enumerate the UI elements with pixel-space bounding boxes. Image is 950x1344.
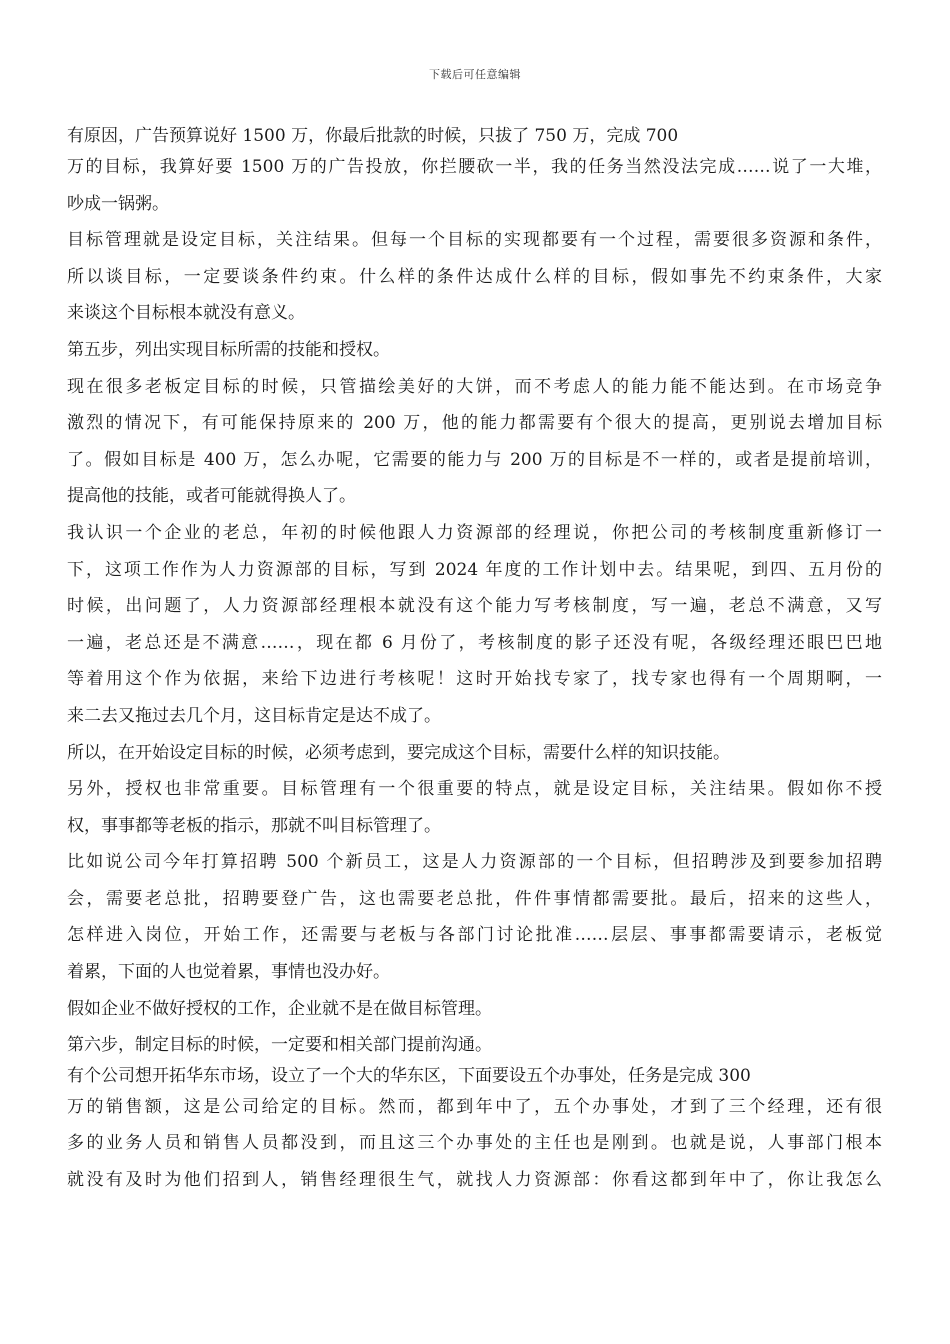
text-line: 假如企业不做好授权的工作，企业就不是在做目标管理。 [67, 998, 492, 1019]
text-line: 现在很多老板定目标的时候，只管描绘美好的大饼，而不考虑人的能力能不能达到。在市场竞争 [67, 376, 882, 397]
text-line: 第五步，列出实现目标所需的技能和授权。 [67, 339, 390, 360]
text-line: 等着用这个作为依据，来给下边进行考核呢！这时开始找专家了，找专家也得有一个周期啊，一 [67, 669, 882, 690]
text-line: 有原因，广告预算说好 1500 万，你最后批款的时候，只拔了 750 万，完成 700 [67, 126, 679, 146]
text-line: 目标管理就是设定目标，关注结果。但每一个目标的实现都要有一个过程，需要很多资源和条件， [67, 230, 882, 251]
text-line: 来二去又拖过去几个月，这目标肯定是达不成了。 [67, 705, 441, 726]
text-line: 权，事事都等老板的指示，那就不叫目标管理了。 [67, 815, 441, 836]
text-line: 一遍，老总还是不满意……，现在都 6 月份了，考核制度的影子还没有呢，各级经理还眼巴巴地 [67, 632, 882, 653]
text-line: 时候，出问题了，人力资源部经理根本就没有这个能力写考核制度，写一遍，老总不满意，又写 [67, 596, 882, 617]
text-line: 怎样进入岗位，开始工作，还需要与老板与各部门讨论批准……层层、事事都需要请示，老板觉 [67, 925, 882, 946]
text-line: 了。假如目标是 400 万，怎么办呢，它需要的能力与 200 万的目标是不一样的，或者是提前培训， [67, 449, 882, 470]
document-body [67, 124, 882, 1199]
text-line: 就没有及时为他们招到人，销售经理很生气，就找人力资源部：你看这都到年中了，你让我怎么 [67, 1170, 882, 1191]
text-line: 我认识一个企业的老总，年初的时候他跟人力资源部的经理说，你把公司的考核制度重新修订一 [67, 522, 882, 543]
text-line: 另外，授权也非常重要。目标管理有一个很重要的特点，就是设定目标，关注结果。假如你不授 [67, 779, 882, 800]
text-line: 万的目标，我算好要 1500 万的广告投放，你拦腰砍一半，我的任务当然没法完成……说了一大堆， [67, 157, 882, 177]
text-line: 激烈的情况下，有可能保持原来的 200 万，他的能力都需要有个很大的提高，更别说去增加目标 [67, 413, 882, 434]
text-line: 会，需要老总批，招聘要登广告，这也需要老总批，件件事情都需要批。最后，招来的这些人， [67, 888, 882, 909]
text-line: 着累，下面的人也觉着累，事情也没办好。 [67, 962, 390, 983]
text-line: 吵成一锅粥。 [67, 193, 169, 214]
text-line: 多的业务人员和销售人员都没到，而且这三个办事处的主任也是刚到。也就是说，人事部门根本 [67, 1133, 882, 1154]
text-line: 所以谈目标，一定要谈条件约束。什么样的条件达成什么样的目标，假如事先不约束条件，大家 [67, 266, 882, 287]
text-line: 提高他的技能，或者可能就得换人了。 [67, 486, 356, 507]
page-header: 下载后可任意编辑 [429, 68, 521, 81]
text-line: 下，这项工作作为人力资源部的目标，写到 2024 年度的工作计划中去。结果呢，到四、五月份的 [67, 559, 882, 580]
text-line: 比如说公司今年打算招聘 500 个新员工，这是人力资源部的一个目标，但招聘涉及到要参加招聘 [67, 852, 882, 873]
text-line: 来谈这个目标根本就没有意义。 [67, 303, 305, 324]
text-line: 第六步，制定目标的时候，一定要和相关部门提前沟通。 [67, 1035, 492, 1056]
text-line: 有个公司想开拓华东市场，设立了一个大的华东区，下面要设五个办事处，任务是完成 300 [67, 1065, 751, 1086]
text-line: 所以，在开始设定目标的时候，必须考虑到，要完成这个目标，需要什么样的知识技能。 [67, 742, 730, 763]
text-line: 万的销售额，这是公司给定的目标。然而，都到年中了，五个办事处，才到了三个经理，还有很 [67, 1096, 882, 1117]
